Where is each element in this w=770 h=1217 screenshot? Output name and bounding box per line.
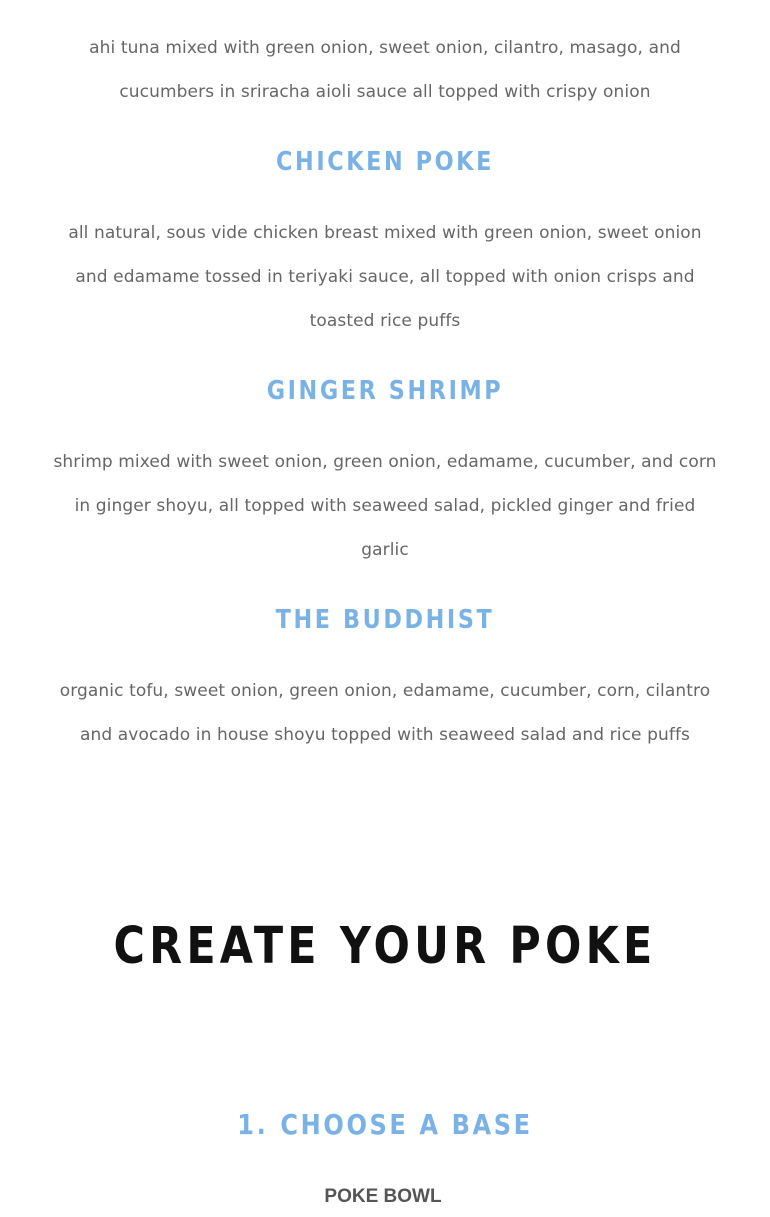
menu-item-title-the-buddhist: THE BUDDHIST [275, 605, 495, 635]
menu-item-title-chicken-poke: CHICKEN POKE [276, 147, 494, 177]
menu-item-description-ginger-shrimp: shrimp mixed with sweet onion, green onion, edamame, cucumber, and corn in ginger shoyu, all topped with seaweed salad, pickled ginger and fried garlic [53, 452, 717, 560]
create-your-poke-heading: CREATE YOUR POKE [113, 917, 657, 976]
menu-item-description-the-buddhist: organic tofu, sweet onion, green onion, edamame, cucumber, corn, cilantro and avocado in house shoyu topped with seaweed salad and rice puffs [59, 681, 711, 745]
base-option-poke-bowl: POKE BOWL [324, 1186, 442, 1207]
step-number: 1. [237, 1108, 269, 1141]
menu-item-description-chicken-poke: all natural, sous vide chicken breast mixed with green onion, sweet onion and edamame tossed in teriyaki sauce, all topped with onion crisps and toasted rice puffs [68, 223, 702, 331]
menu-item-description: ahi tuna mixed with green onion, sweet onion, cilantro, masago, and cucumbers in sriracha aioli sauce all topped with crispy onion [89, 38, 681, 102]
step-heading-choose-base [54, 1108, 716, 1142]
step-title: CHOOSE A BASE [280, 1108, 533, 1141]
menu-item-title-ginger-shrimp: GINGER SHRIMP [266, 376, 504, 406]
